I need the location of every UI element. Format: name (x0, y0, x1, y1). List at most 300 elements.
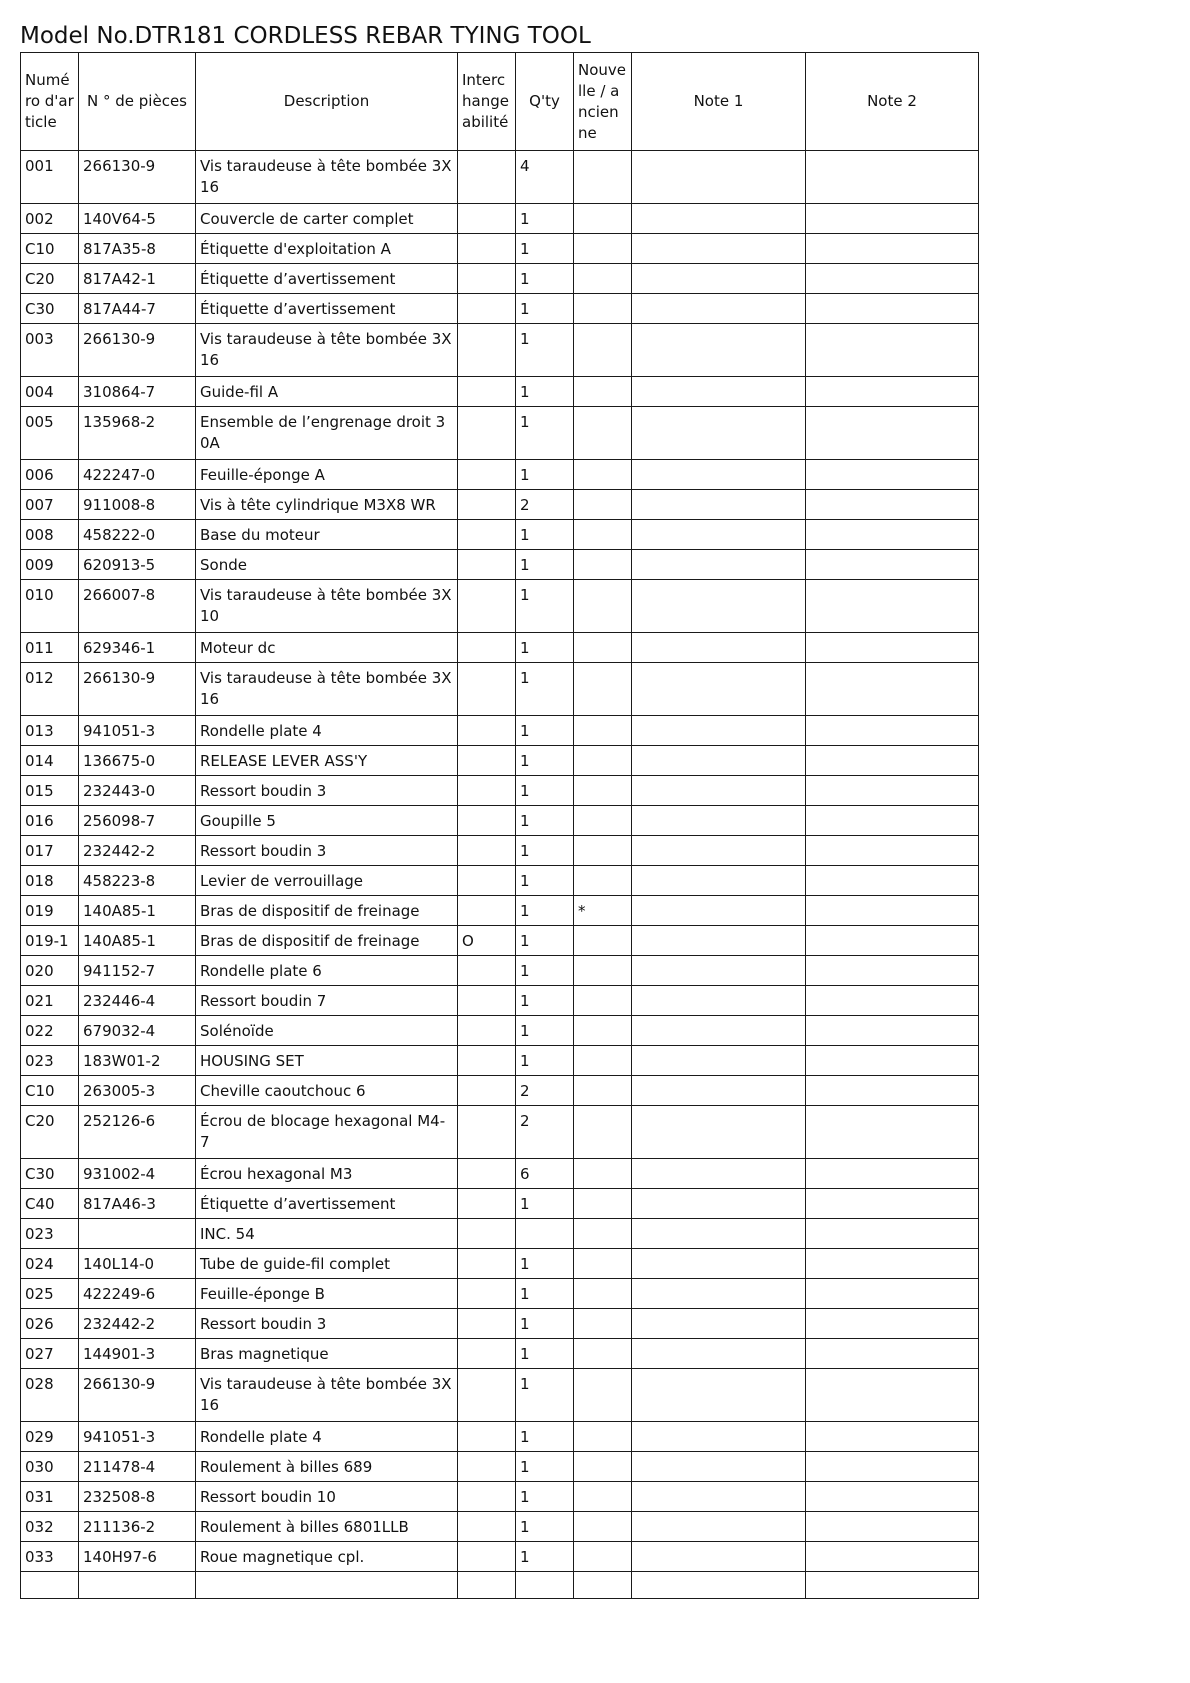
cell-qty: 1 (516, 663, 574, 716)
cell-interchangeability (458, 633, 516, 663)
cell-interchangeability (458, 1106, 516, 1159)
cell-new-old (574, 407, 632, 460)
cell-interchangeability (458, 1309, 516, 1339)
cell-item-no: 023 (21, 1046, 79, 1076)
cell-part-no: 266130-9 (79, 663, 196, 716)
cell-item-no: 019-1 (21, 926, 79, 956)
cell-item-no: 027 (21, 1339, 79, 1369)
table-row (21, 1452, 979, 1482)
cell-interchangeability (458, 490, 516, 520)
cell-note1 (632, 264, 806, 294)
cell-item-no: C40 (21, 1189, 79, 1219)
cell-item-no: C10 (21, 1076, 79, 1106)
header-note2: Note 2 (806, 53, 979, 151)
table-row (21, 776, 979, 806)
table-row (21, 1249, 979, 1279)
cell-item-no: 029 (21, 1422, 79, 1452)
cell-note2 (806, 264, 979, 294)
cell-note1 (632, 1452, 806, 1482)
cell-note1 (632, 324, 806, 377)
cell-new-old (574, 1369, 632, 1422)
cell-interchangeability (458, 1016, 516, 1046)
cell-note2 (806, 1572, 979, 1599)
cell-qty: 1 (516, 1542, 574, 1572)
table-row (21, 1016, 979, 1046)
table-row (21, 1106, 979, 1159)
cell-note2 (806, 1159, 979, 1189)
cell-description: Cheville caoutchouc 6 (196, 1076, 458, 1106)
cell-note2 (806, 866, 979, 896)
table-row (21, 490, 979, 520)
cell-new-old: * (574, 896, 632, 926)
cell-interchangeability (458, 264, 516, 294)
cell-description: Levier de verrouillage (196, 866, 458, 896)
cell-description: Guide-fil A (196, 377, 458, 407)
cell-part-no: 266130-9 (79, 324, 196, 377)
cell-part-no: 266007-8 (79, 580, 196, 633)
cell-part-no: 232446-4 (79, 986, 196, 1016)
cell-description: Étiquette d’avertissement (196, 294, 458, 324)
cell-qty: 1 (516, 1016, 574, 1046)
cell-item-no: 005 (21, 407, 79, 460)
cell-note1 (632, 716, 806, 746)
cell-part-no: 232442-2 (79, 836, 196, 866)
cell-new-old (574, 926, 632, 956)
cell-part-no: 817A44-7 (79, 294, 196, 324)
cell-new-old (574, 1106, 632, 1159)
cell-qty: 1 (516, 633, 574, 663)
cell-note1 (632, 633, 806, 663)
cell-part-no: 629346-1 (79, 633, 196, 663)
cell-new-old (574, 460, 632, 490)
cell-description: Bras magnetique (196, 1339, 458, 1369)
cell-new-old (574, 1339, 632, 1369)
cell-interchangeability (458, 520, 516, 550)
cell-interchangeability (458, 896, 516, 926)
cell-qty: 1 (516, 746, 574, 776)
cell-description: Couvercle de carter complet (196, 204, 458, 234)
cell-item-no: C30 (21, 1159, 79, 1189)
table-row (21, 806, 979, 836)
cell-item-no: 002 (21, 204, 79, 234)
cell-new-old (574, 151, 632, 204)
cell-note1 (632, 806, 806, 836)
cell-new-old (574, 746, 632, 776)
table-row (21, 324, 979, 377)
cell-note2 (806, 1542, 979, 1572)
cell-new-old (574, 550, 632, 580)
cell-part-no: 252126-6 (79, 1106, 196, 1159)
cell-item-no: 011 (21, 633, 79, 663)
header-description: Description (196, 53, 458, 151)
cell-qty: 2 (516, 1106, 574, 1159)
table-row (21, 550, 979, 580)
cell-item-no: C20 (21, 264, 79, 294)
table-header (21, 53, 979, 151)
table-row (21, 1512, 979, 1542)
cell-note2 (806, 1339, 979, 1369)
cell-description: Rondelle plate 6 (196, 956, 458, 986)
cell-part-no: 458223-8 (79, 866, 196, 896)
cell-new-old (574, 1542, 632, 1572)
cell-description: Rondelle plate 4 (196, 716, 458, 746)
cell-new-old (574, 1219, 632, 1249)
cell-qty: 1 (516, 204, 574, 234)
cell-note2 (806, 1452, 979, 1482)
cell-part-no: 232442-2 (79, 1309, 196, 1339)
table-row (21, 377, 979, 407)
cell-note2 (806, 896, 979, 926)
cell-note1 (632, 896, 806, 926)
cell-qty (516, 1572, 574, 1599)
cell-note1 (632, 663, 806, 716)
cell-item-no: 001 (21, 151, 79, 204)
cell-description: Écrou hexagonal M3 (196, 1159, 458, 1189)
cell-interchangeability (458, 1369, 516, 1422)
cell-qty: 1 (516, 1249, 574, 1279)
cell-item-no: 012 (21, 663, 79, 716)
cell-item-no (21, 1572, 79, 1599)
cell-description: Étiquette d'exploitation A (196, 234, 458, 264)
cell-part-no: 256098-7 (79, 806, 196, 836)
cell-note2 (806, 1249, 979, 1279)
table-body (21, 151, 979, 1599)
cell-note1 (632, 151, 806, 204)
cell-part-no: 144901-3 (79, 1339, 196, 1369)
cell-part-no: 140A85-1 (79, 926, 196, 956)
cell-note2 (806, 1512, 979, 1542)
table-row (21, 633, 979, 663)
header-qty: Q'ty (516, 53, 574, 151)
cell-part-no (79, 1572, 196, 1599)
cell-qty: 1 (516, 1309, 574, 1339)
cell-note2 (806, 1076, 979, 1106)
cell-new-old (574, 1046, 632, 1076)
cell-note2 (806, 407, 979, 460)
cell-qty: 1 (516, 956, 574, 986)
cell-item-no: 025 (21, 1279, 79, 1309)
table-row (21, 1482, 979, 1512)
cell-note2 (806, 1309, 979, 1339)
table-row (21, 1542, 979, 1572)
cell-interchangeability (458, 1572, 516, 1599)
cell-description: Vis taraudeuse à tête bombée 3X16 (196, 324, 458, 377)
cell-qty: 1 (516, 550, 574, 580)
cell-part-no: 266130-9 (79, 1369, 196, 1422)
cell-note1 (632, 1339, 806, 1369)
table-row (21, 1309, 979, 1339)
cell-item-no: 009 (21, 550, 79, 580)
cell-note1 (632, 1249, 806, 1279)
cell-item-no: 023 (21, 1219, 79, 1249)
cell-interchangeability (458, 580, 516, 633)
cell-interchangeability (458, 746, 516, 776)
cell-item-no: 013 (21, 716, 79, 746)
cell-qty: 1 (516, 324, 574, 377)
cell-new-old (574, 1076, 632, 1106)
cell-note2 (806, 1482, 979, 1512)
cell-new-old (574, 377, 632, 407)
cell-part-no: 140L14-0 (79, 1249, 196, 1279)
cell-description: Tube de guide-fil complet (196, 1249, 458, 1279)
cell-interchangeability (458, 1076, 516, 1106)
cell-part-no: 817A46-3 (79, 1189, 196, 1219)
cell-new-old (574, 986, 632, 1016)
header-interchangeability: Interchangeabilité (458, 53, 516, 151)
cell-new-old (574, 1159, 632, 1189)
cell-qty: 1 (516, 836, 574, 866)
cell-note2 (806, 550, 979, 580)
cell-note2 (806, 580, 979, 633)
cell-note1 (632, 234, 806, 264)
cell-part-no: 422247-0 (79, 460, 196, 490)
cell-note2 (806, 1189, 979, 1219)
table-row (21, 986, 979, 1016)
cell-note2 (806, 1219, 979, 1249)
cell-qty: 1 (516, 1452, 574, 1482)
cell-part-no: 140V64-5 (79, 204, 196, 234)
cell-description: Ensemble de l’engrenage droit 30A (196, 407, 458, 460)
cell-item-no: 004 (21, 377, 79, 407)
cell-note1 (632, 1106, 806, 1159)
cell-part-no: 211478-4 (79, 1452, 196, 1482)
cell-item-no: 030 (21, 1452, 79, 1482)
cell-description: Vis taraudeuse à tête bombée 3X16 (196, 1369, 458, 1422)
cell-note1 (632, 746, 806, 776)
cell-note1 (632, 1572, 806, 1599)
cell-note2 (806, 926, 979, 956)
cell-item-no: C30 (21, 294, 79, 324)
cell-description: Ressort boudin 3 (196, 836, 458, 866)
cell-qty: 2 (516, 490, 574, 520)
table-row (21, 294, 979, 324)
cell-qty: 1 (516, 1046, 574, 1076)
cell-new-old (574, 1512, 632, 1542)
cell-description: Bras de dispositif de freinage (196, 926, 458, 956)
cell-note2 (806, 1046, 979, 1076)
cell-interchangeability (458, 234, 516, 264)
table-row (21, 151, 979, 204)
cell-note1 (632, 1309, 806, 1339)
cell-new-old (574, 234, 632, 264)
table-row (21, 520, 979, 550)
cell-qty: 6 (516, 1159, 574, 1189)
cell-part-no: 941152-7 (79, 956, 196, 986)
cell-part-no: 941051-3 (79, 716, 196, 746)
cell-new-old (574, 663, 632, 716)
table-row (21, 460, 979, 490)
cell-item-no: 007 (21, 490, 79, 520)
cell-description: Étiquette d’avertissement (196, 264, 458, 294)
cell-new-old (574, 633, 632, 663)
cell-new-old (574, 836, 632, 866)
cell-interchangeability (458, 151, 516, 204)
cell-part-no: 941051-3 (79, 1422, 196, 1452)
table-row (21, 866, 979, 896)
cell-description: Roulement à billes 6801LLB (196, 1512, 458, 1542)
cell-qty: 4 (516, 151, 574, 204)
cell-interchangeability (458, 1219, 516, 1249)
cell-description: Ressort boudin 3 (196, 776, 458, 806)
cell-note2 (806, 294, 979, 324)
table-row (21, 234, 979, 264)
cell-part-no: 232443-0 (79, 776, 196, 806)
cell-interchangeability (458, 716, 516, 746)
cell-interchangeability (458, 1159, 516, 1189)
cell-new-old (574, 866, 632, 896)
cell-interchangeability (458, 776, 516, 806)
cell-note2 (806, 746, 979, 776)
table-row (21, 204, 979, 234)
cell-note2 (806, 377, 979, 407)
cell-item-no: 028 (21, 1369, 79, 1422)
table-row (21, 1189, 979, 1219)
cell-new-old (574, 520, 632, 550)
cell-note1 (632, 1219, 806, 1249)
table-row (21, 716, 979, 746)
cell-note2 (806, 663, 979, 716)
cell-description: Ressort boudin 3 (196, 1309, 458, 1339)
cell-note1 (632, 1542, 806, 1572)
cell-note2 (806, 234, 979, 264)
cell-note2 (806, 836, 979, 866)
cell-note1 (632, 520, 806, 550)
cell-description: Solénoïde (196, 1016, 458, 1046)
cell-part-no: 458222-0 (79, 520, 196, 550)
table-row (21, 836, 979, 866)
cell-qty: 1 (516, 1512, 574, 1542)
cell-description: Feuille-éponge B (196, 1279, 458, 1309)
cell-part-no: 135968-2 (79, 407, 196, 460)
cell-note1 (632, 580, 806, 633)
table-row (21, 1279, 979, 1309)
cell-qty: 1 (516, 776, 574, 806)
cell-item-no: 010 (21, 580, 79, 633)
cell-item-no: 014 (21, 746, 79, 776)
cell-interchangeability (458, 1482, 516, 1512)
cell-qty: 1 (516, 234, 574, 264)
cell-note2 (806, 956, 979, 986)
cell-item-no: C20 (21, 1106, 79, 1159)
cell-part-no: 266130-9 (79, 151, 196, 204)
cell-interchangeability (458, 1452, 516, 1482)
cell-interchangeability (458, 1279, 516, 1309)
cell-note2 (806, 1369, 979, 1422)
cell-qty: 2 (516, 1076, 574, 1106)
cell-note1 (632, 866, 806, 896)
cell-qty (516, 1219, 574, 1249)
cell-part-no: 931002-4 (79, 1159, 196, 1189)
parts-table (20, 52, 979, 1599)
cell-description: Roue magnetique cpl. (196, 1542, 458, 1572)
cell-new-old (574, 264, 632, 294)
cell-qty: 1 (516, 1369, 574, 1422)
cell-note1 (632, 1512, 806, 1542)
cell-note1 (632, 204, 806, 234)
cell-new-old (574, 324, 632, 377)
cell-description (196, 1572, 458, 1599)
cell-qty: 1 (516, 377, 574, 407)
cell-note1 (632, 377, 806, 407)
cell-item-no: 026 (21, 1309, 79, 1339)
cell-interchangeability (458, 1512, 516, 1542)
cell-qty: 1 (516, 1422, 574, 1452)
cell-note1 (632, 1422, 806, 1452)
cell-part-no: 422249-6 (79, 1279, 196, 1309)
cell-qty: 1 (516, 580, 574, 633)
cell-note1 (632, 1046, 806, 1076)
cell-note1 (632, 956, 806, 986)
cell-description: Moteur dc (196, 633, 458, 663)
cell-interchangeability (458, 663, 516, 716)
table-row (21, 1369, 979, 1422)
cell-interchangeability (458, 986, 516, 1016)
cell-part-no: 817A42-1 (79, 264, 196, 294)
cell-item-no: 024 (21, 1249, 79, 1279)
cell-new-old (574, 1422, 632, 1452)
cell-interchangeability (458, 866, 516, 896)
cell-note1 (632, 490, 806, 520)
cell-interchangeability (458, 1249, 516, 1279)
cell-new-old (574, 1249, 632, 1279)
cell-qty: 1 (516, 1482, 574, 1512)
cell-new-old (574, 490, 632, 520)
cell-part-no (79, 1219, 196, 1249)
cell-qty: 1 (516, 716, 574, 746)
cell-part-no: 183W01-2 (79, 1046, 196, 1076)
cell-interchangeability (458, 1189, 516, 1219)
cell-note1 (632, 460, 806, 490)
cell-qty: 1 (516, 407, 574, 460)
cell-qty: 1 (516, 926, 574, 956)
table-row (21, 956, 979, 986)
cell-note1 (632, 1279, 806, 1309)
table-row (21, 407, 979, 460)
cell-note1 (632, 1159, 806, 1189)
cell-interchangeability (458, 204, 516, 234)
cell-description: INC. 54 (196, 1219, 458, 1249)
cell-note1 (632, 1076, 806, 1106)
cell-note1 (632, 986, 806, 1016)
cell-description: Sonde (196, 550, 458, 580)
cell-item-no: 017 (21, 836, 79, 866)
cell-part-no: 263005-3 (79, 1076, 196, 1106)
cell-interchangeability (458, 1542, 516, 1572)
cell-new-old (574, 1482, 632, 1512)
cell-part-no: 911008-8 (79, 490, 196, 520)
cell-note1 (632, 1189, 806, 1219)
cell-qty: 1 (516, 806, 574, 836)
page-title: Model No.DTR181 CORDLESS REBAR TYING TOOL (20, 23, 591, 49)
cell-note1 (632, 776, 806, 806)
cell-part-no: 211136-2 (79, 1512, 196, 1542)
cell-description: Base du moteur (196, 520, 458, 550)
cell-note2 (806, 1016, 979, 1046)
cell-interchangeability (458, 324, 516, 377)
cell-note1 (632, 294, 806, 324)
table-row (21, 1159, 979, 1189)
cell-part-no: 679032-4 (79, 1016, 196, 1046)
cell-note2 (806, 633, 979, 663)
cell-description: Roulement à billes 689 (196, 1452, 458, 1482)
cell-qty: 1 (516, 1189, 574, 1219)
cell-interchangeability (458, 806, 516, 836)
cell-note1 (632, 836, 806, 866)
cell-note2 (806, 204, 979, 234)
cell-note2 (806, 806, 979, 836)
cell-item-no: 006 (21, 460, 79, 490)
cell-description: Ressort boudin 10 (196, 1482, 458, 1512)
